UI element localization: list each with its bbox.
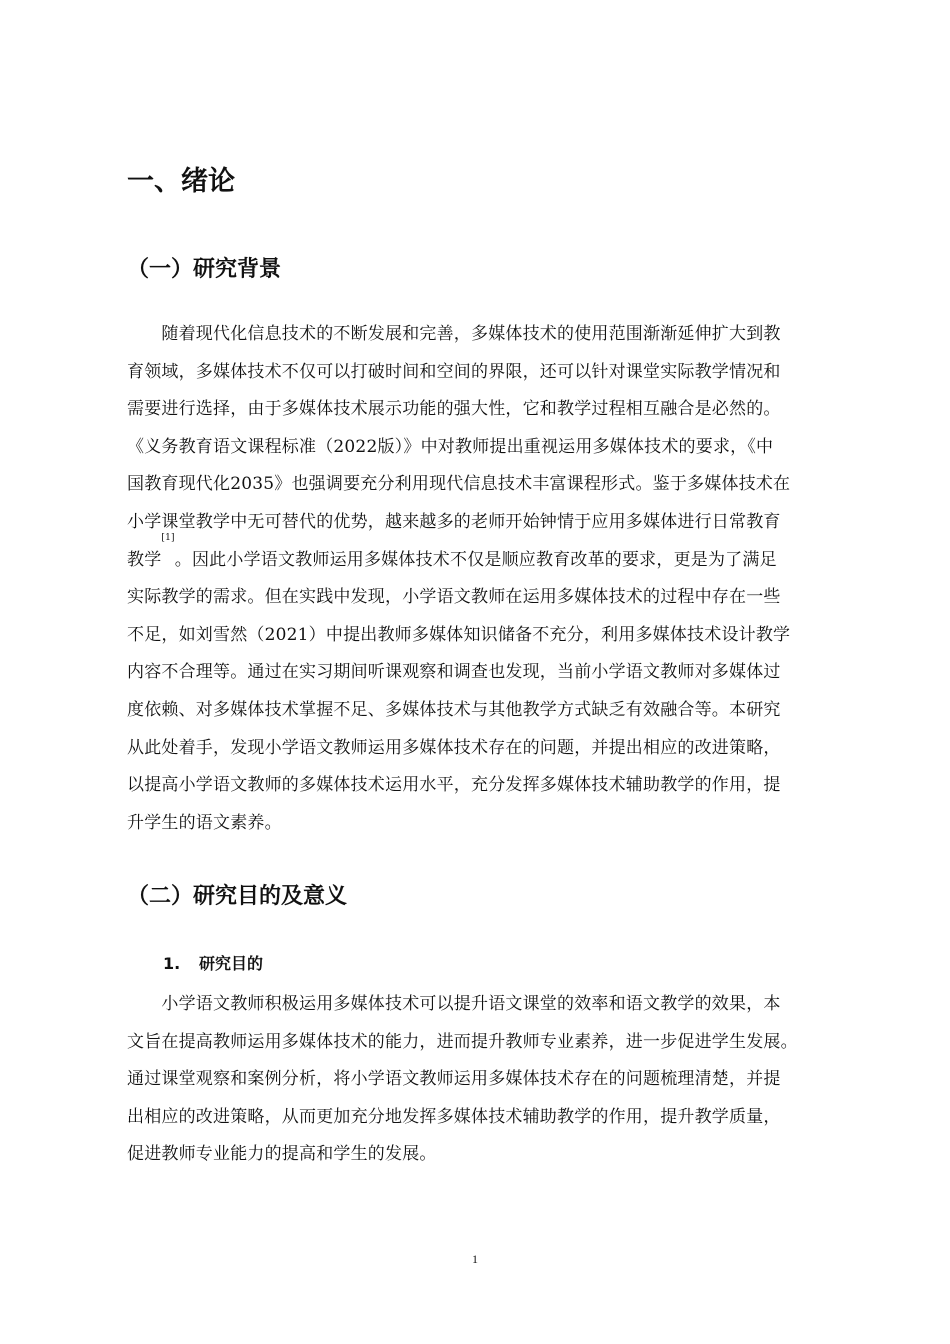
page-number: 1 [472, 1252, 478, 1266]
paragraph-line: 内容不合理等。通过在实习期间听课观察和调查也发现，当前小学语文教师对多媒体过 [127, 662, 781, 683]
paragraph-line: 小学语文教师积极运用多媒体技术可以提升语文课堂的效率和语文教学的效果，本 [127, 994, 781, 1014]
paragraph-line: 国教育现代化2035》也强调要充分利用现代信息技术丰富课程形式。鉴于多媒体技术在 [127, 474, 791, 495]
paragraph-line-with-citation [127, 532, 860, 580]
citation-marker: [1] [161, 532, 175, 543]
section-title-background: （一）研究背景 [127, 257, 282, 282]
paragraph-line: 《义务教育语文课程标准（2022版）》中对教师提出重视运用多媒体技术的要求，《中 [127, 436, 774, 457]
subsection-label: 研究目的 [199, 954, 264, 973]
paragraph-text: 教学 [127, 549, 162, 570]
subsection-title [163, 952, 263, 976]
paragraph-line: 出相应的改进策略，从而更加充分地发挥多媒体技术辅助教学的作用，提升教学质量， [127, 1106, 781, 1127]
section-title-purpose: （二）研究目的及意义 [127, 884, 348, 909]
paragraph-line: 促进教师专业能力的提高和学生的发展。 [127, 1144, 437, 1165]
paragraph-line: 文旨在提高教师运用多媒体技术的能力，进而提升教师专业素养，进一步促进学生发展。 [127, 1031, 798, 1052]
paragraph-line: 从此处着手，发现小学语文教师运用多媒体技术存在的问题，并提出相应的改进策略， [127, 737, 781, 758]
paragraph-line: 以提高小学语文教师的多媒体技术运用水平，充分发挥多媒体技术辅助教学的作用，提 [127, 775, 781, 796]
chapter-title: 一、绪论 [127, 166, 235, 197]
paragraph-line: 度依赖、对多媒体技术掌握不足、多媒体技术与其他教学方式缺乏有效融合等。本研究 [127, 699, 781, 720]
paragraph-line: 不足，如刘雪然（2021）中提出教师多媒体知识储备不充分，利用多媒体技术设计教学 [127, 624, 791, 645]
paragraph-text: 。因此小学语文教师运用多媒体技术不仅是顺应教育改革的要求，更是为了满足 [174, 549, 777, 570]
paragraph-line: 育领域，多媒体技术不仅可以打破时间和空间的界限，还可以针对课堂实际教学情况和 [127, 361, 781, 382]
paragraph-line: 实际教学的需求。但在实践中发现，小学语文教师在运用多媒体技术的过程中存在一些 [127, 587, 781, 608]
paragraph-line: 小学课堂教学中无可替代的优势，越来越多的老师开始钟情于应用多媒体进行日常教育 [127, 511, 781, 532]
paragraph-line: 需要进行选择，由于多媒体技术展示功能的强大性，它和教学过程相互融合是必然的。 [127, 399, 781, 420]
paragraph-line: 随着现代化信息技术的不断发展和完善，多媒体技术的使用范围渐渐延伸扩大到教 [127, 324, 781, 344]
paragraph-line: 通过课堂观察和案例分析，将小学语文教师运用多媒体技术存在的问题梳理清楚，并提 [127, 1069, 781, 1090]
paragraph-purpose [127, 986, 860, 1174]
paragraph-background [127, 316, 860, 842]
subsection-number: 1. [163, 954, 181, 973]
paragraph-line: 升学生的语文素养。 [127, 812, 282, 833]
